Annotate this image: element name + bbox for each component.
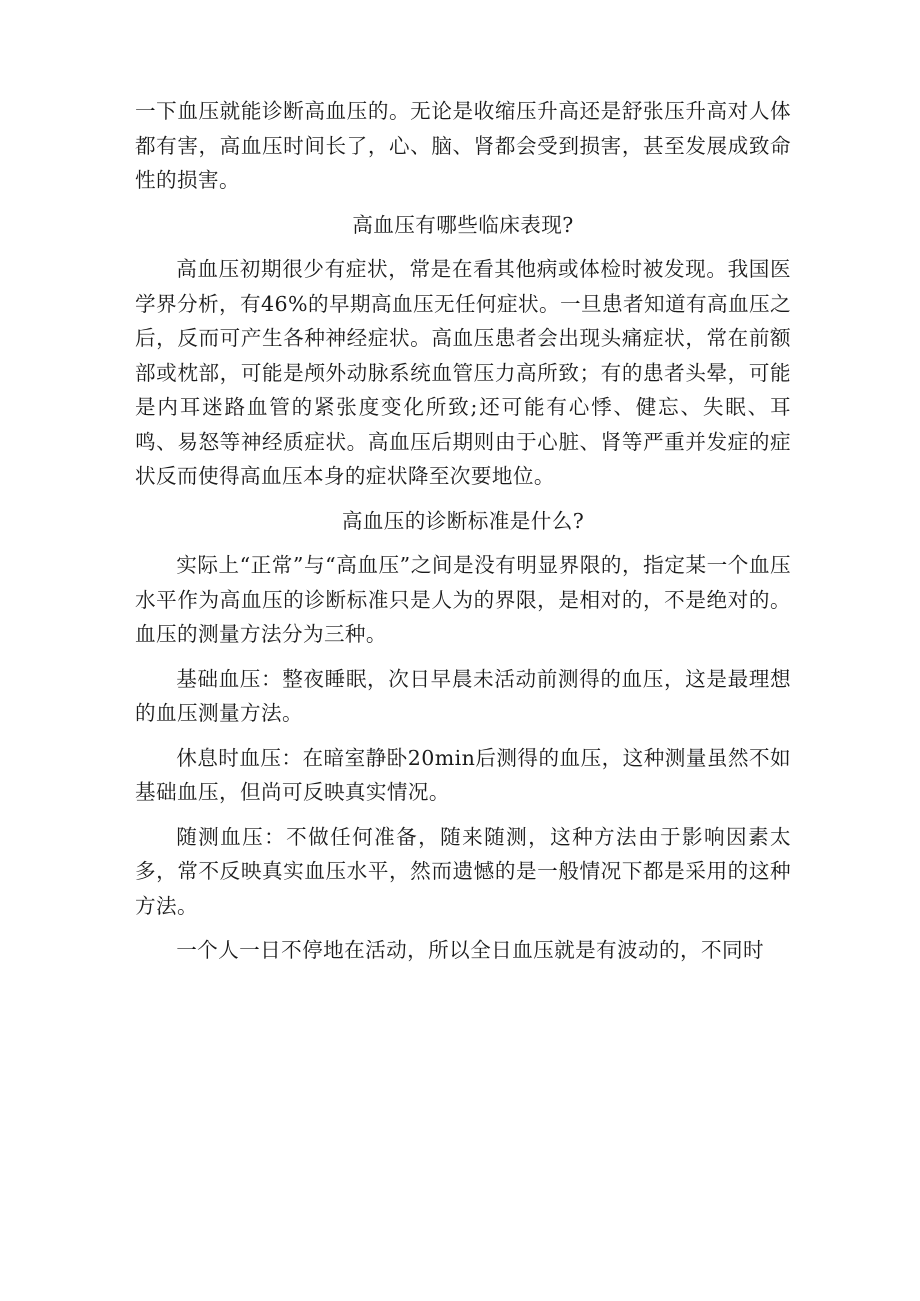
paragraph-resting-blood-pressure: 休息时血压：在暗室静卧20min后测得的血压，这种测量虽然不如基础血压，但尚可反映真实情况。 — [135, 745, 791, 804]
document-body — [135, 94, 791, 978]
paragraph-hypertension-harm: 一下血压就能诊断高血压的。无论是收缩压升高还是舒张压升高对人体都有害，高血压时间长了，心、脑、肾都会受到损害，甚至发展成致命性的损害。 — [135, 99, 791, 192]
paragraph-diagnostic-criteria: 实际上“正常”与“高血压”之间是没有明显界限的，指定某一个血压水平作为高血压的诊断标准只是人为的界限，是相对的，不是绝对的。血压的测量方法分为三种。 — [135, 553, 791, 646]
heading-clinical-manifestations: 高血压有哪些临床表现? — [352, 212, 574, 237]
paragraph-daily-fluctuation: 一个人一日不停地在活动，所以全日血压就是有波动的，不同时 — [176, 938, 765, 962]
heading-diagnostic-criteria: 高血压的诊断标准是什么? — [341, 508, 585, 533]
paragraph-clinical-manifestations: 高血压初期很少有症状，常是在看其他病或体检时被发现。我国医学界分析，有46%的早期高血压无任何症状。一旦患者知道有高血压之后，反而可产生各种神经症状。高血压患者会出现头痛症状，常在前额部或枕部，可能是颅外动脉系统血管压力高所致；有的患者头晕，可能是内耳迷路血管的紧张度变化所致;还可能有心悸、健忘、失眠、耳鸣、易怒等神经质症状。高血压后期则由于心脏、肾等严重并发症的症状反而使得高血压本身的症状降至次要地位。 — [135, 257, 791, 488]
paragraph-random-blood-pressure: 随测血压：不做任何准备，随来随测，这种方法由于影响因素太多，常不反映真实血压水平，然而遗憾的是一般情况下都是采用的这种方法。 — [135, 824, 791, 918]
paragraph-basal-blood-pressure: 基础血压：整夜睡眠，次日早晨未活动前测得的血压，这是最理想的血压测量方法。 — [135, 666, 791, 725]
